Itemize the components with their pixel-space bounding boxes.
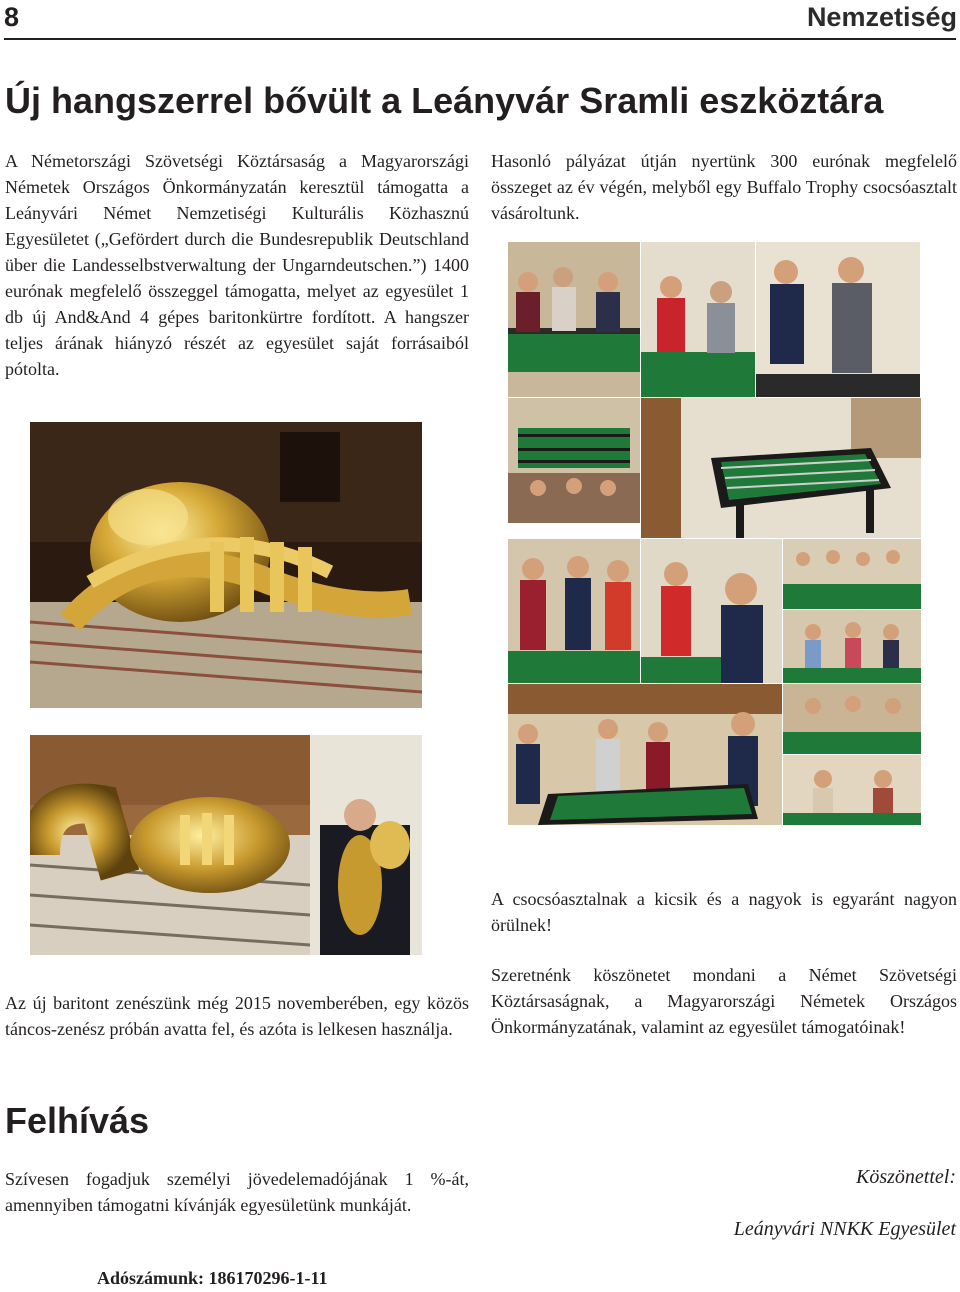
foosball-photo-7 xyxy=(641,539,782,683)
article-paragraph-2: Az új baritont zenészünk még 2015 novemberében, egy közös táncos-zenész próbán avatta fel, és azóta is lelkesen használja. xyxy=(5,993,469,1039)
right-paragraph-3: Szeretnénk köszönetet mondani a Német Szövetségi Köztársaságnak, a Magyarországi Németek Országos Önkormányzatának, valamint az egyesület támogatóinak! xyxy=(491,965,957,1037)
foosball-photo-1 xyxy=(508,242,640,397)
appeal-text: Szívesen fogadjuk személyi jövedelemadójának 1 %-át, amennyiben támogatni kívánják egyesületünk munkáját. xyxy=(5,1169,469,1215)
foosball-photo-12 xyxy=(783,755,921,825)
foosball-photo-9 xyxy=(783,610,921,683)
foosball-photo-10 xyxy=(508,684,782,825)
foosball-photo-6 xyxy=(508,539,640,683)
foosball-photo-5 xyxy=(641,398,921,538)
page-number: 8 xyxy=(4,2,20,32)
section-name: Nemzetiség xyxy=(806,2,957,32)
foosball-photo-2 xyxy=(641,242,755,397)
article-title: Új hangszerrel bővült a Leányvár Sramli eszköztára xyxy=(5,80,884,121)
foosball-photo-3 xyxy=(756,242,920,397)
right-paragraph-2: A csocsóasztalnak a kicsik és a nagyok is egyaránt nagyon örülnek! xyxy=(491,889,957,935)
thanks-text: Köszönettel: xyxy=(856,1166,956,1188)
foosball-photo-11 xyxy=(783,684,921,754)
appeal-title: Felhívás xyxy=(5,1100,150,1141)
tax-number: Adószámunk: 186170296-1-11 xyxy=(97,1268,328,1288)
article-paragraph-1: A Németországi Szövetségi Köztársaság a Magyarországi Németek Országos Önkormányzatán keresztül támogatta a Leányvári Német Nemzetiségi Kulturális Közhasznú Egyesületet („Gefördert durch die Bundesrepublik Deutschland über die Landesselbstverwaltung der Ungarndeutschen.”) 1400 eurónak megfelelő összeggel támogatta, melyet az egyesület 1 db új And&And 4 gépes baritonkürtre fordított. A hangszer teljes árának hiányzó részét az egyesület saját forrásaiból pótolta. xyxy=(5,151,469,379)
foosball-photo-4 xyxy=(508,398,640,523)
baritone-photo-1 xyxy=(30,422,422,708)
right-paragraph-1: Hasonló pályázat útján nyertünk 300 eurónak megfelelő összeget az év végén, melyből egy Buffalo Trophy csocsóasztalt vásároltunk. xyxy=(491,151,957,223)
signature: Leányvári NNKK Egyesület xyxy=(733,1218,956,1240)
foosball-photo-8 xyxy=(783,539,921,609)
baritone-photo-2 xyxy=(30,735,422,955)
header-rule xyxy=(4,38,956,40)
